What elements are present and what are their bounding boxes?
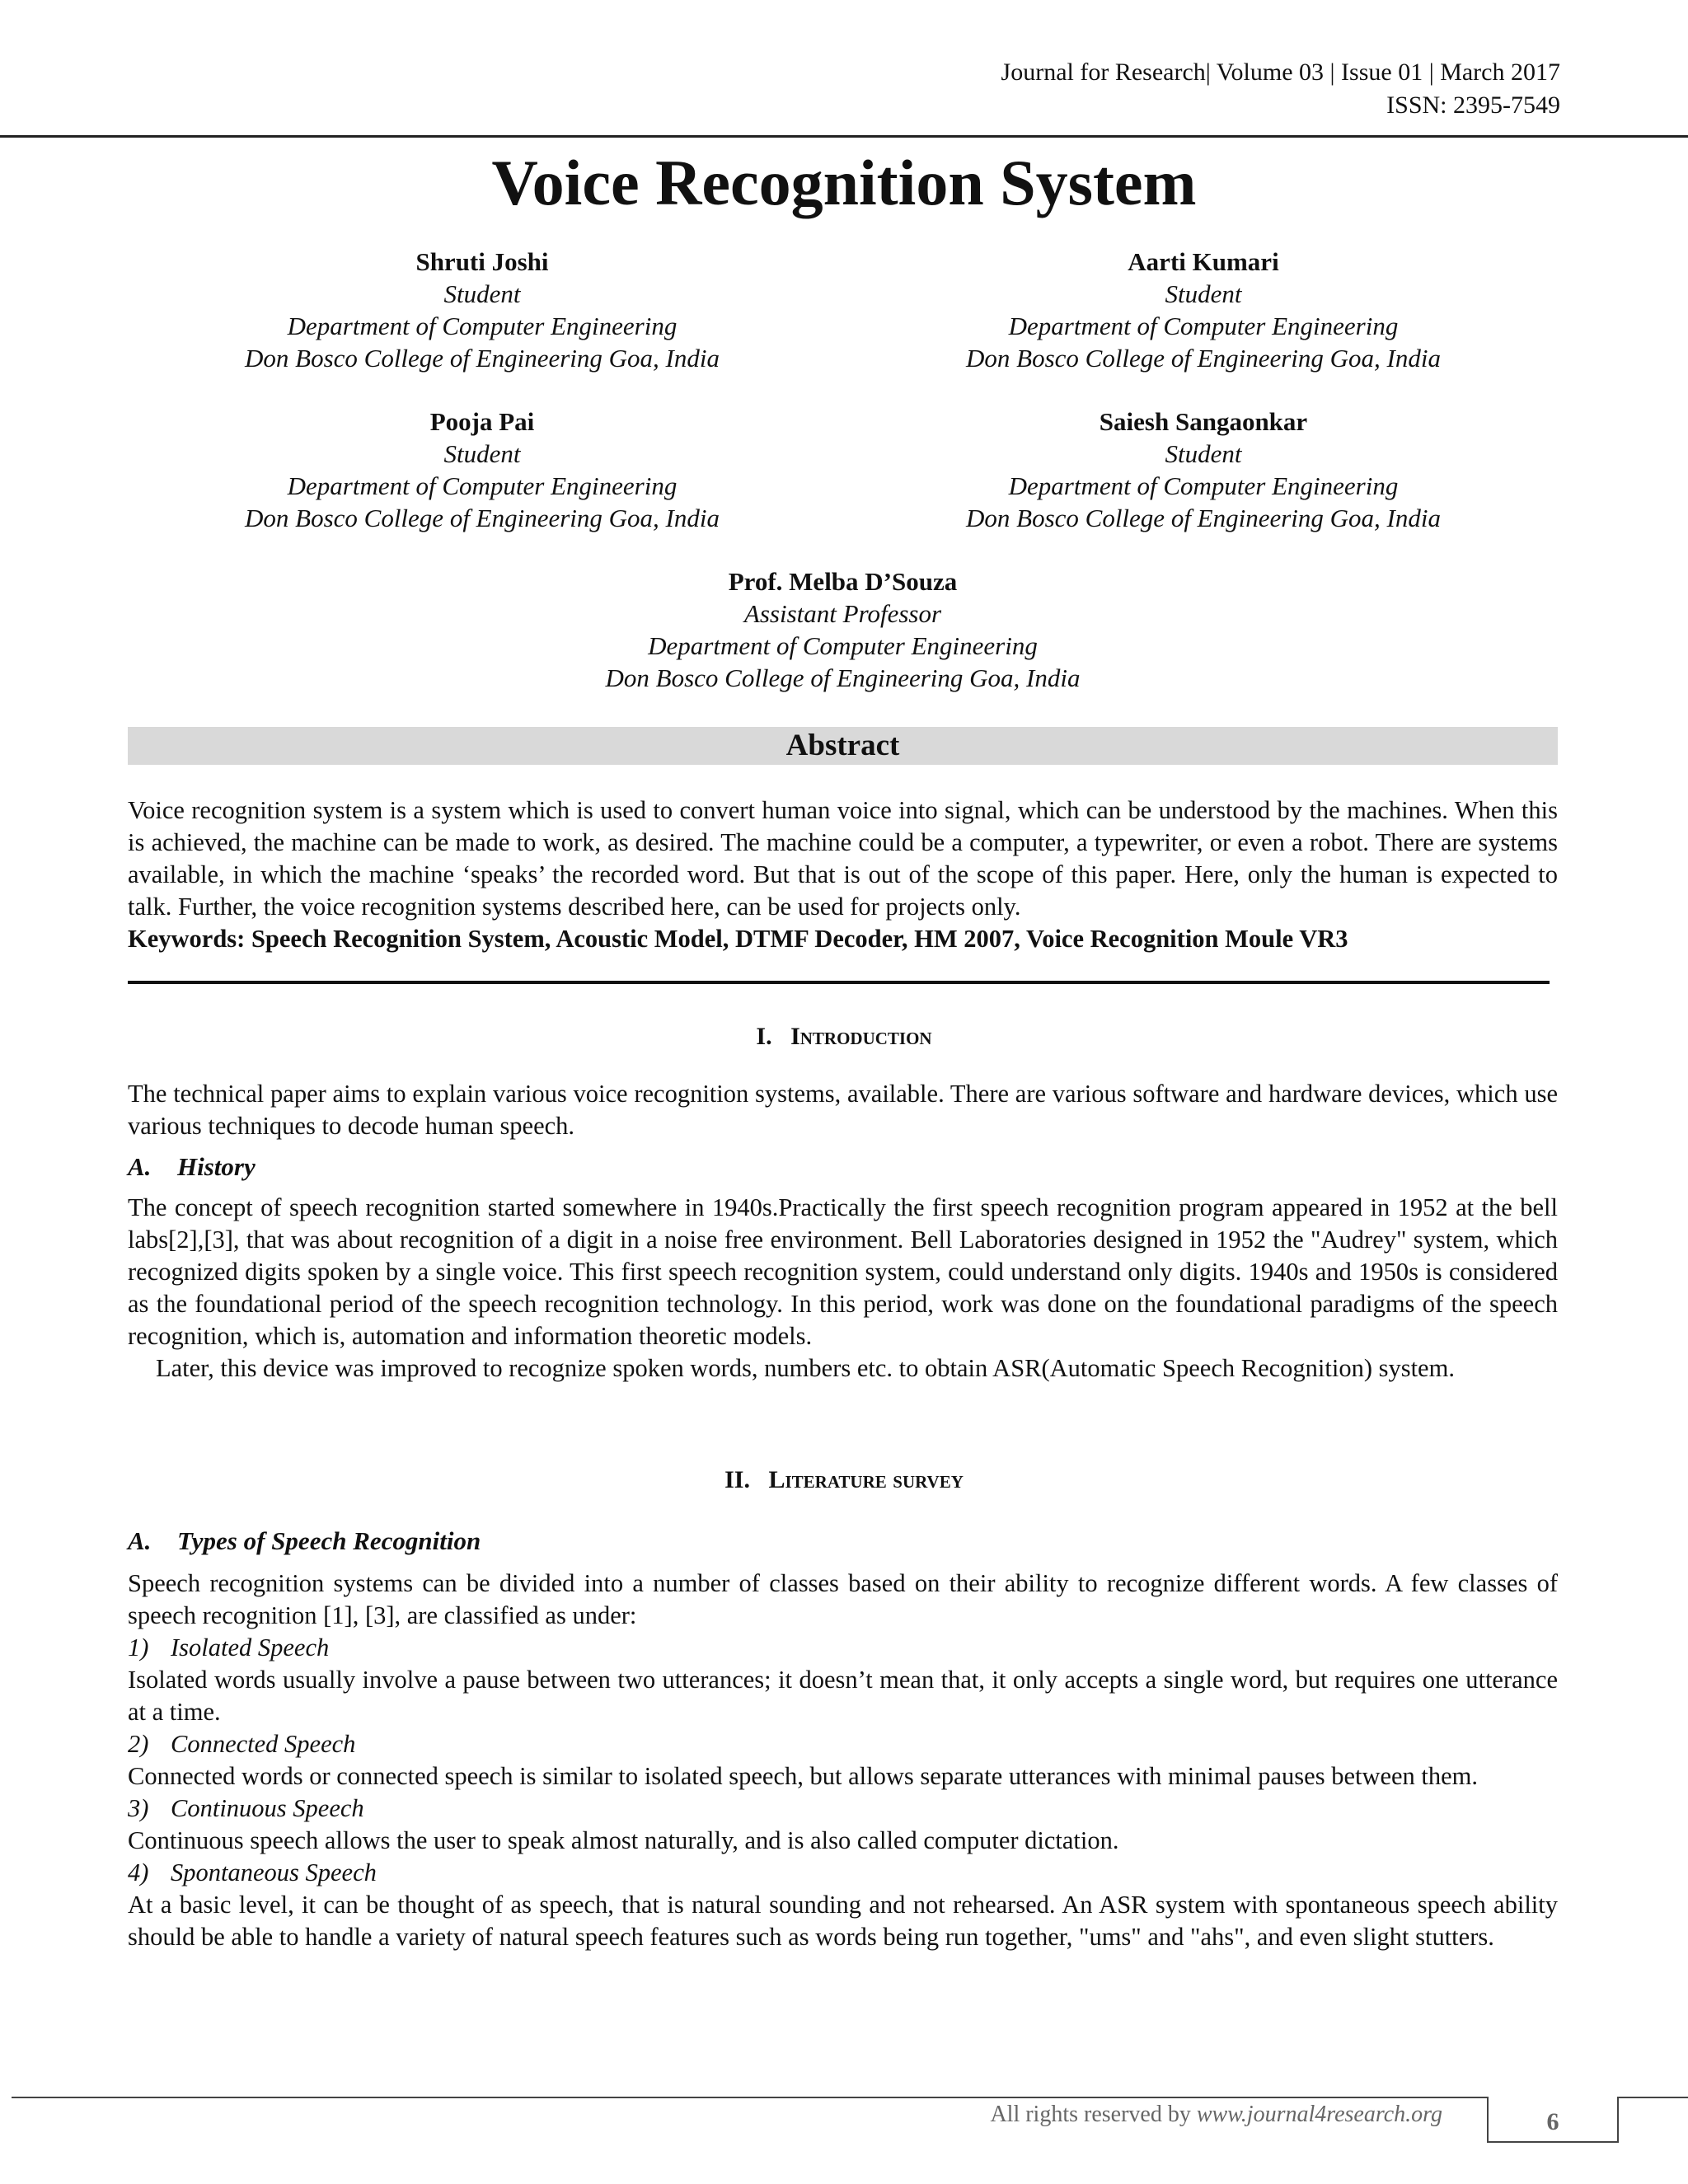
author-name: Aarti Kumari xyxy=(1128,247,1279,276)
abstract-section xyxy=(128,794,1558,955)
history-paragraph: The concept of speech recognition started somewhere in 1940s.Practically the first speech recognition program appeared in 1952 at the bell labs[2],[3], that was about recognition of a digit in a noise free environment. Bell Laboratories designed in 1952 the "Audrey" system, which recognized digits spoken by a single voice. This first speech recognition system, could understand only digits. 1940s and 1950s is considered as the foundational period of the speech recognition technology. In this period, work was done on the foundational paradigms of the speech recognition, which is, automation and information theoretic models. xyxy=(128,1193,1558,1350)
paper-title: Voice Recognition System xyxy=(491,147,1197,218)
list-item-text: Continuous speech allows the user to speak almost naturally, and is also called computer dictation. xyxy=(128,1826,1119,1854)
item-title: Isolated Speech xyxy=(171,1633,330,1661)
author-name: Pooja Pai xyxy=(429,407,535,436)
subsection-number: A. xyxy=(128,1152,152,1181)
subsection-title: History xyxy=(177,1152,256,1181)
author-name: Shruti Joshi xyxy=(415,247,549,276)
journal-website-link[interactable]: www.journal4research.org xyxy=(1196,2102,1442,2127)
running-header xyxy=(1001,56,1560,122)
author-org: Don Bosco College of Engineering Goa, India xyxy=(245,504,720,532)
author-org: Don Bosco College of Engineering Goa, India xyxy=(966,344,1441,373)
item-number: 2) xyxy=(128,1730,149,1758)
item-title: Connected Speech xyxy=(171,1730,356,1758)
footer-rule xyxy=(1619,2097,1688,2098)
item-number: 1) xyxy=(128,1633,149,1661)
author-role: Assistant Professor xyxy=(743,599,942,628)
journal-info: Journal for Research| Volume 03 | Issue 01 | March 2017 xyxy=(1001,59,1560,86)
subsection-number: A. xyxy=(128,1526,152,1555)
header-rule xyxy=(0,135,1688,138)
author-dept: Department of Computer Engineering xyxy=(648,631,1038,660)
section-heading-introduction xyxy=(0,1020,1688,1053)
abstract-text: Voice recognition system is a system which is used to convert human voice into signal, which can be understood by the machines. When this is achieved, the machine can be made to work, as desired. The machine could be a computer, a typewriter, or even a robot. There are systems available, in which the machine ‘speaks’ the recorded word. But that is out of the scope of this paper. Here, only the human is expected to talk. Further, the voice recognition systems described here, can be used for projects only. xyxy=(128,796,1558,921)
list-item-heading xyxy=(128,1793,1558,1825)
author-card xyxy=(128,405,837,534)
author-dept: Department of Computer Engineering xyxy=(287,471,678,500)
list-item-heading xyxy=(128,1728,1558,1760)
author-card xyxy=(849,405,1558,534)
section-heading-literature-survey xyxy=(0,1464,1688,1497)
item-number: 4) xyxy=(128,1858,149,1886)
author-role: Student xyxy=(443,439,521,468)
author-row xyxy=(128,246,1558,374)
subsection-heading-types xyxy=(128,1525,1558,1558)
footer-rights xyxy=(824,2100,1442,2130)
page-number: 6 xyxy=(1487,2097,1619,2143)
author-name: Saiesh Sangaonkar xyxy=(1099,407,1308,436)
subsection-heading-history xyxy=(128,1151,1558,1183)
footer-rule xyxy=(12,2097,1487,2098)
author-org: Don Bosco College of Engineering Goa, India xyxy=(245,344,720,373)
author-card xyxy=(128,246,837,374)
types-intro-paragraph: Speech recognition systems can be divided into a number of classes based on their ability to recognize different words. A few classes of speech recognition [1], [3], are classified as under: xyxy=(128,1569,1558,1629)
author-role: Student xyxy=(443,279,521,308)
introduction-section xyxy=(128,1078,1558,1385)
list-item-text: At a basic level, it can be thought of as speech, that is natural sounding and not rehearsed. An ASR system with spontaneous speech ability should be able to handle a variety of natural speech features such as words being run together, "ums" and "ahs", and even slight stutters. xyxy=(128,1891,1558,1951)
section-number: II. xyxy=(724,1466,750,1493)
list-item-heading xyxy=(128,1857,1558,1889)
author-card xyxy=(128,565,1558,694)
author-card xyxy=(849,246,1558,374)
section-number: I. xyxy=(756,1023,772,1050)
list-item-text: Connected words or connected speech is similar to isolated speech, but allows separate utterances with minimal pauses between them. xyxy=(128,1762,1479,1790)
item-title: Continuous Speech xyxy=(171,1794,364,1822)
author-block xyxy=(128,246,1558,694)
introduction-paragraph: The technical paper aims to explain various voice recognition systems, available. There are various software and hardware devices, which use various techniques to decode human speech. xyxy=(128,1080,1558,1140)
author-dept: Department of Computer Engineering xyxy=(1008,471,1399,500)
author-dept: Department of Computer Engineering xyxy=(287,312,678,340)
list-item-text: Isolated words usually involve a pause between two utterances; it doesn’t mean that, it only accepts a single word, but requires one utterance at a time. xyxy=(128,1666,1558,1726)
author-name: Prof. Melba D’Souza xyxy=(728,567,958,596)
author-org: Don Bosco College of Engineering Goa, India xyxy=(605,663,1081,692)
author-org: Don Bosco College of Engineering Goa, India xyxy=(966,504,1441,532)
literature-survey-section xyxy=(128,1525,1558,1953)
section-title: Literature survey xyxy=(768,1466,964,1493)
abstract-heading: Abstract xyxy=(128,727,1558,765)
item-number: 3) xyxy=(128,1794,149,1822)
rights-text: All rights reserved by xyxy=(990,2102,1191,2127)
author-role: Student xyxy=(1165,279,1242,308)
subsection-title: Types of Speech Recognition xyxy=(177,1526,481,1555)
keywords: Keywords: Speech Recognition System, Acoustic Model, DTMF Decoder, HM 2007, Voice Recognition Moule VR3 xyxy=(128,925,1348,953)
abstract-rule xyxy=(128,981,1550,984)
author-row xyxy=(128,405,1558,534)
list-item-heading xyxy=(128,1632,1558,1664)
item-title: Spontaneous Speech xyxy=(171,1858,377,1886)
section-title: Introduction xyxy=(790,1023,932,1050)
history-paragraph: Later, this device was improved to recognize spoken words, numbers etc. to obtain ASR(Automatic Speech Recognition) system. xyxy=(156,1354,1455,1382)
issn: ISSN: 2395-7549 xyxy=(1386,91,1560,119)
author-dept: Department of Computer Engineering xyxy=(1008,312,1399,340)
author-role: Student xyxy=(1165,439,1242,468)
